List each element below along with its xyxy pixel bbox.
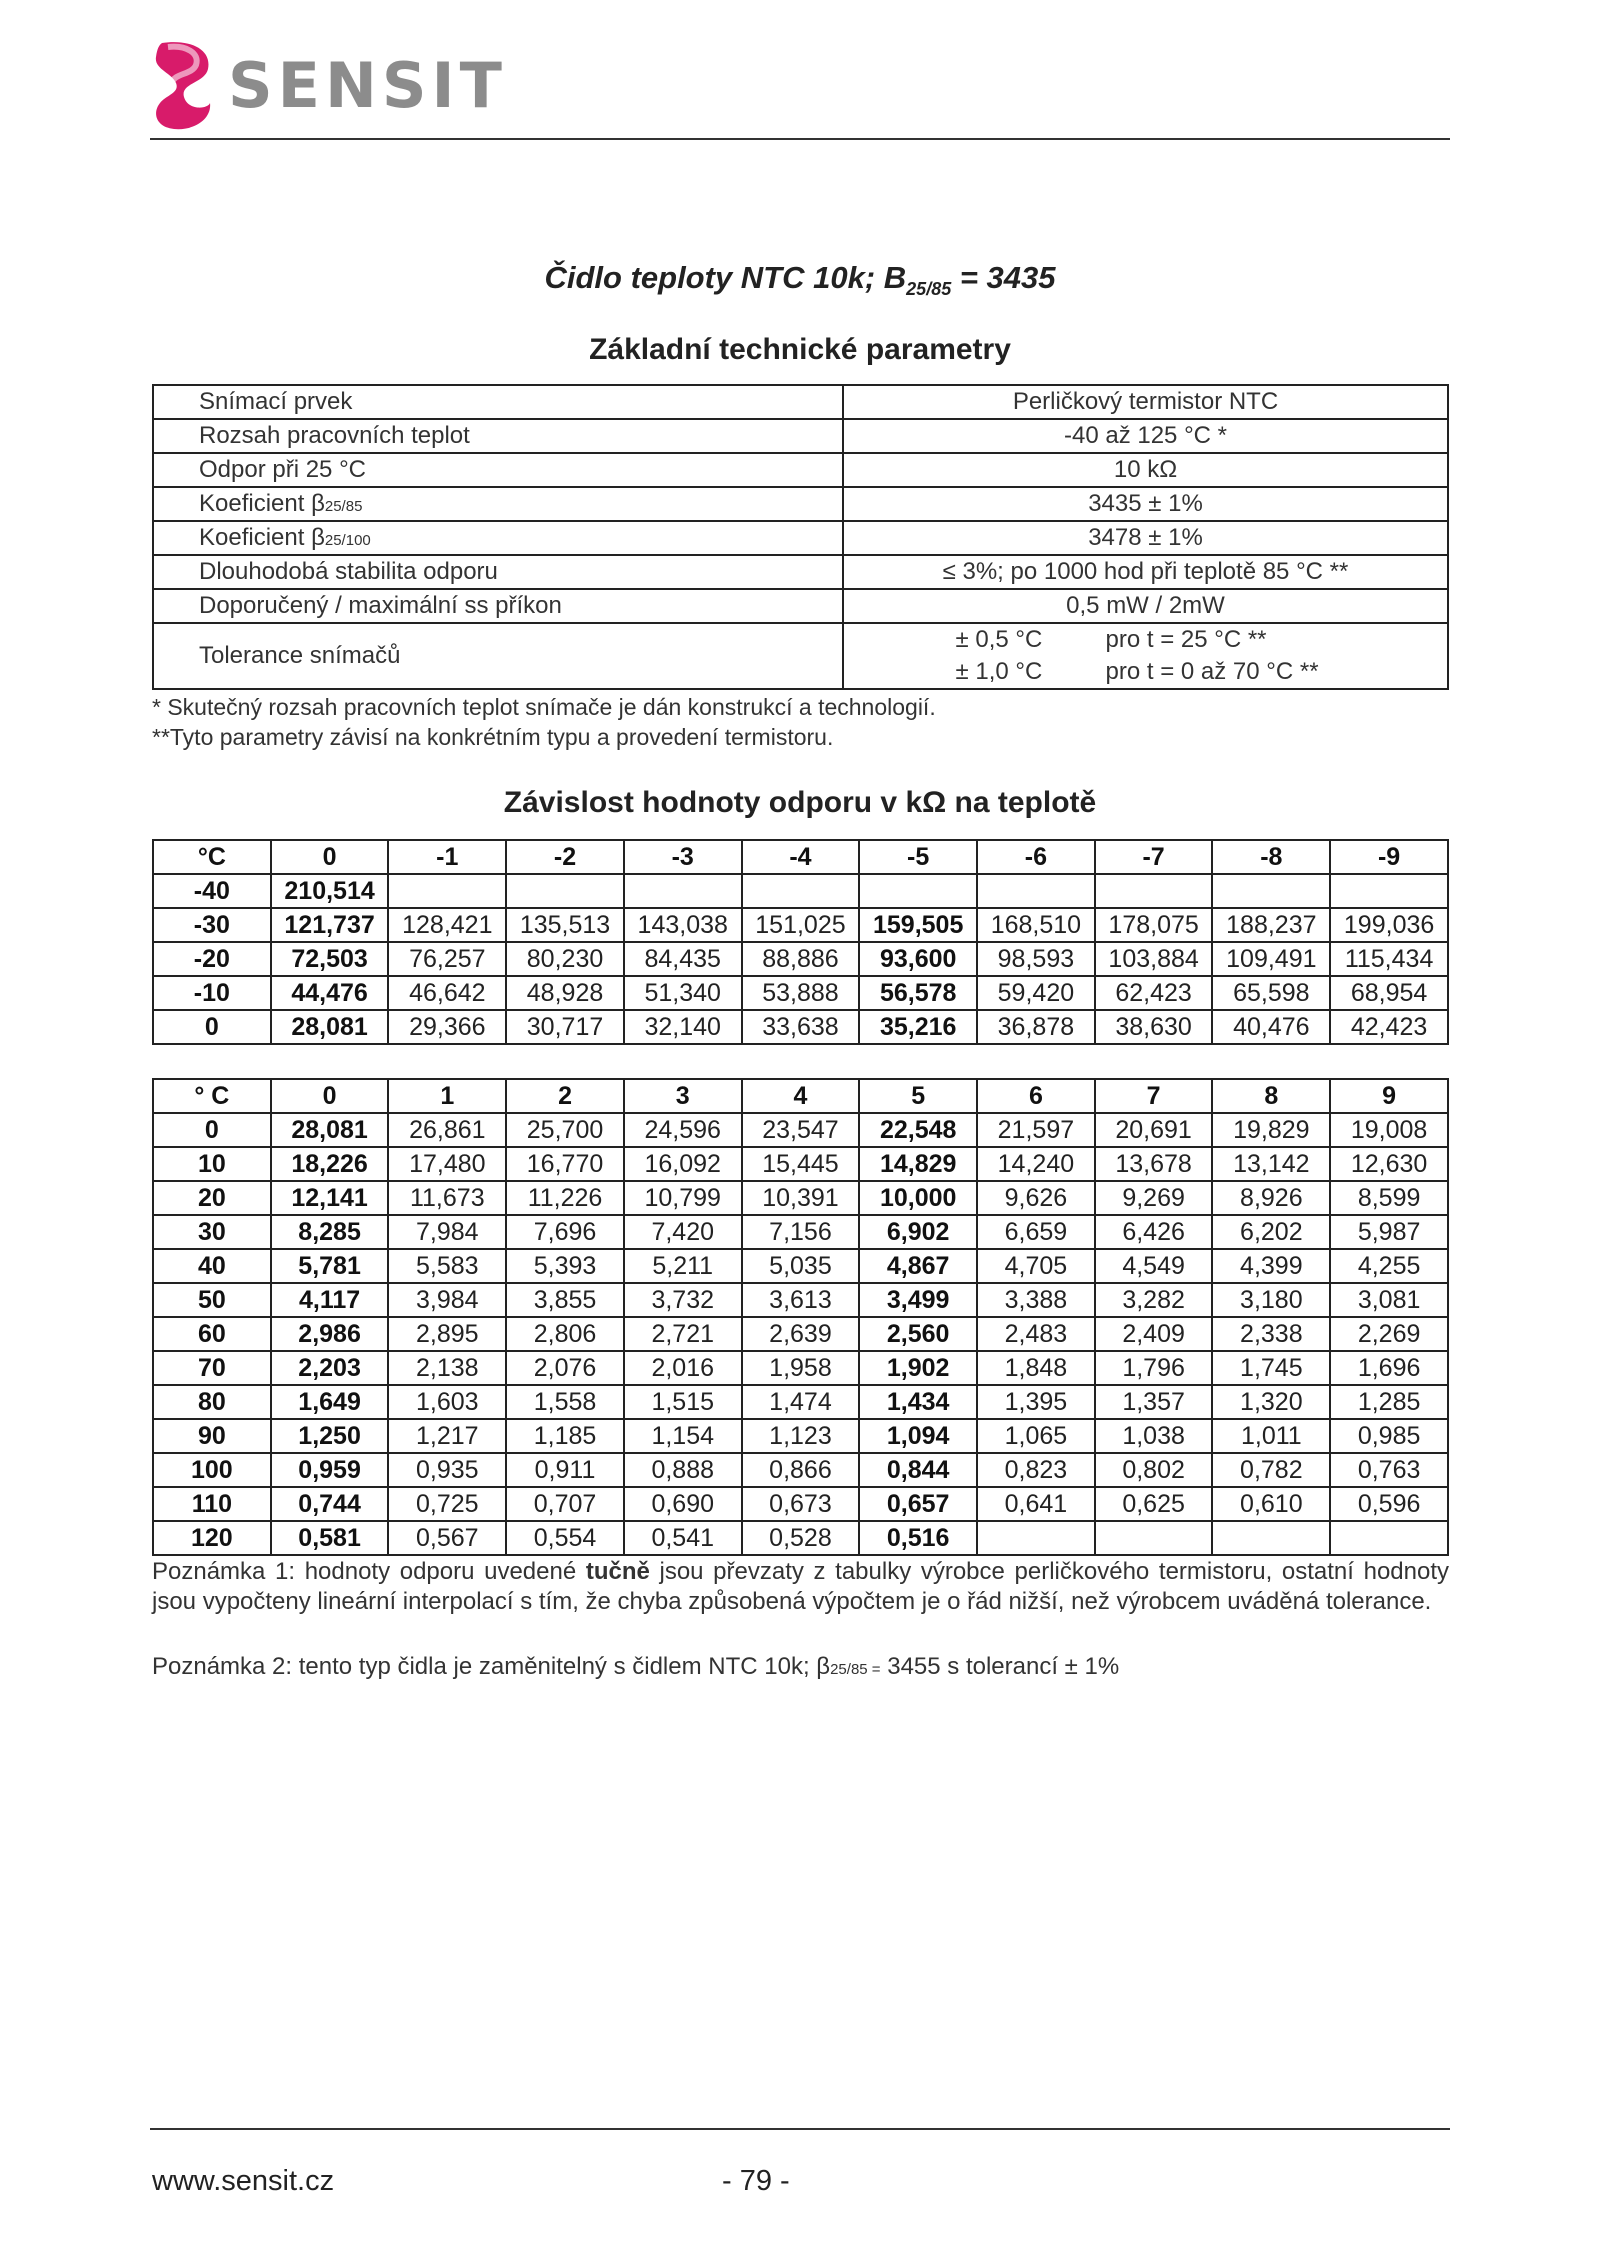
table-cell: 1,515 (624, 1385, 742, 1419)
table-cell: 1,038 (1095, 1419, 1213, 1453)
table-cell: 0,744 (271, 1487, 389, 1521)
table-row (153, 1419, 1448, 1453)
table-cell: 5,393 (506, 1249, 624, 1283)
param-key: Dlouhodobá stabilita odporu (153, 555, 843, 589)
table-cell: 1,123 (742, 1419, 860, 1453)
table-cell: 0,782 (1212, 1453, 1330, 1487)
param-value: Perličkový termistor NTC (843, 385, 1448, 419)
table-cell: 0,802 (1095, 1453, 1213, 1487)
table-cell: 76,257 (388, 942, 506, 976)
tolerance-line: ± 1,0 °C pro t = 0 až 70 °C ** (955, 658, 1319, 685)
column-header: 0 (271, 840, 389, 874)
table-cell: 15,445 (742, 1147, 860, 1181)
row-header: 30 (153, 1215, 271, 1249)
table-cell: 0,888 (624, 1453, 742, 1487)
table-cell: 4,255 (1330, 1249, 1448, 1283)
footer-divider (150, 2128, 1450, 2130)
param-key: Tolerance snímačů (153, 623, 843, 689)
table-cell: 84,435 (624, 942, 742, 976)
param-key: Snímací prvek (153, 385, 843, 419)
param-key: Koeficient β25/100 (153, 521, 843, 555)
table-cell: 4,399 (1212, 1249, 1330, 1283)
column-header: 5 (859, 1079, 977, 1113)
column-header: -5 (859, 840, 977, 874)
table-cell: 80,230 (506, 942, 624, 976)
table-cell: 3,613 (742, 1283, 860, 1317)
table-cell: 1,395 (977, 1385, 1095, 1419)
table-cell (859, 874, 977, 908)
table-cell: 2,409 (1095, 1317, 1213, 1351)
table-cell: 17,480 (388, 1147, 506, 1181)
table-cell: 0,673 (742, 1487, 860, 1521)
table-cell: 0,707 (506, 1487, 624, 1521)
resistance-table-positive (152, 1078, 1449, 1556)
table-cell: 0,541 (624, 1521, 742, 1555)
table-cell: 29,366 (388, 1010, 506, 1044)
table-cell: 10,391 (742, 1181, 860, 1215)
table-header-row (153, 1079, 1448, 1113)
table-cell: 5,583 (388, 1249, 506, 1283)
row-header: -40 (153, 874, 271, 908)
column-header: -6 (977, 840, 1095, 874)
table-cell: 13,678 (1095, 1147, 1213, 1181)
table-cell: 1,848 (977, 1351, 1095, 1385)
table-cell: 2,269 (1330, 1317, 1448, 1351)
table-cell: 40,476 (1212, 1010, 1330, 1044)
table-cell: 2,806 (506, 1317, 624, 1351)
table-cell: 0,866 (742, 1453, 860, 1487)
table-cell: 2,203 (271, 1351, 389, 1385)
table-cell: 128,421 (388, 908, 506, 942)
table-cell (1212, 1521, 1330, 1555)
table-cell: 1,357 (1095, 1385, 1213, 1419)
table-cell: 98,593 (977, 942, 1095, 976)
table-cell (1095, 874, 1213, 908)
table-cell (624, 874, 742, 908)
table-cell: 6,202 (1212, 1215, 1330, 1249)
table-cell: 109,491 (1212, 942, 1330, 976)
table-cell (506, 874, 624, 908)
param-key: Doporučený / maximální ss příkon (153, 589, 843, 623)
table-row (153, 1283, 1448, 1317)
table-cell: 13,142 (1212, 1147, 1330, 1181)
param-value: 0,5 mW / 2mW (843, 589, 1448, 623)
header-divider (150, 138, 1450, 140)
table-cell: 5,987 (1330, 1215, 1448, 1249)
table-cell: 56,578 (859, 976, 977, 1010)
table-cell: 0,763 (1330, 1453, 1448, 1487)
resistance-title: Závislost hodnoty odporu v kΩ na teplotě (503, 786, 1097, 819)
table-cell: 1,603 (388, 1385, 506, 1419)
table-cell: 10,000 (859, 1181, 977, 1215)
table-cell: 9,269 (1095, 1181, 1213, 1215)
param-key: Koeficient β25/85 (153, 487, 843, 521)
column-header: 2 (506, 1079, 624, 1113)
table-cell: 1,011 (1212, 1419, 1330, 1453)
table-cell: 0,844 (859, 1453, 977, 1487)
table-cell: 7,420 (624, 1215, 742, 1249)
table-cell: 7,984 (388, 1215, 506, 1249)
table-cell (388, 874, 506, 908)
row-header: 10 (153, 1147, 271, 1181)
param-value (843, 623, 1448, 689)
table-cell: 7,696 (506, 1215, 624, 1249)
table-cell: 6,902 (859, 1215, 977, 1249)
table-cell: 65,598 (1212, 976, 1330, 1010)
page-title: Čidlo teploty NTC 10k; $B_{25/85} = 3435$ (544, 260, 1056, 300)
row-header: 70 (153, 1351, 271, 1385)
footnote-2: **Tyto parametry závisí na konkrétním typu a provedení termistoru. (152, 724, 834, 750)
param-row (153, 521, 1448, 555)
param-row (153, 487, 1448, 521)
table-cell: 199,036 (1330, 908, 1448, 942)
table-cell: 3,732 (624, 1283, 742, 1317)
table-cell: 32,140 (624, 1010, 742, 1044)
row-header: 120 (153, 1521, 271, 1555)
table-cell: 151,025 (742, 908, 860, 942)
table-cell: 0,690 (624, 1487, 742, 1521)
table-cell: 3,081 (1330, 1283, 1448, 1317)
table-cell: 14,240 (977, 1147, 1095, 1181)
param-key: Odpor při 25 °C (153, 453, 843, 487)
params-title: Základní technické parametry (589, 333, 1011, 366)
table-cell: 115,434 (1330, 942, 1448, 976)
column-header: -7 (1095, 840, 1213, 874)
table-cell: 35,216 (859, 1010, 977, 1044)
table-cell (1095, 1521, 1213, 1555)
table-cell: 103,884 (1095, 942, 1213, 976)
param-row (153, 385, 1448, 419)
table-cell: 2,483 (977, 1317, 1095, 1351)
table-cell: 0,935 (388, 1453, 506, 1487)
params-table (152, 384, 1449, 690)
table-cell: 24,596 (624, 1113, 742, 1147)
table-cell: 5,211 (624, 1249, 742, 1283)
table-cell (1212, 874, 1330, 908)
footer-page-number: - 79 - (722, 2165, 790, 2197)
table-cell: 59,420 (977, 976, 1095, 1010)
table-row (153, 1181, 1448, 1215)
param-value: -40 až 125 °C * (843, 419, 1448, 453)
table-cell: 7,156 (742, 1215, 860, 1249)
param-key: Rozsah pracovních teplot (153, 419, 843, 453)
table-cell: 1,320 (1212, 1385, 1330, 1419)
table-cell: 23,547 (742, 1113, 860, 1147)
corner-header: ° C (153, 1079, 271, 1113)
row-header: 80 (153, 1385, 271, 1419)
table-cell: 1,434 (859, 1385, 977, 1419)
table-cell: 188,237 (1212, 908, 1330, 942)
table-cell: 5,035 (742, 1249, 860, 1283)
sensit-logo (150, 40, 507, 130)
column-header: 4 (742, 1079, 860, 1113)
table-cell: 3,388 (977, 1283, 1095, 1317)
table-cell (1330, 874, 1448, 908)
table-cell: 62,423 (1095, 976, 1213, 1010)
param-value: ≤ 3%; po 1000 hod při teplotě 85 °C ** (843, 555, 1448, 589)
table-cell: 1,065 (977, 1419, 1095, 1453)
table-cell: 1,154 (624, 1419, 742, 1453)
row-header: 60 (153, 1317, 271, 1351)
table-cell: 44,476 (271, 976, 389, 1010)
row-header: 20 (153, 1181, 271, 1215)
table-cell: 12,630 (1330, 1147, 1448, 1181)
table-cell (977, 874, 1095, 908)
table-cell: 1,250 (271, 1419, 389, 1453)
logo-text: SENSIT (228, 48, 507, 122)
table-cell: 8,285 (271, 1215, 389, 1249)
table-cell: 159,505 (859, 908, 977, 942)
table-cell: 1,696 (1330, 1351, 1448, 1385)
param-row (153, 555, 1448, 589)
table-cell: 5,781 (271, 1249, 389, 1283)
table-cell: 51,340 (624, 976, 742, 1010)
table-cell: 3,984 (388, 1283, 506, 1317)
table-cell: 0,725 (388, 1487, 506, 1521)
param-row-tolerance (153, 623, 1448, 689)
table-cell: 53,888 (742, 976, 860, 1010)
table-row (153, 1215, 1448, 1249)
table-cell: 0,625 (1095, 1487, 1213, 1521)
table-cell: 93,600 (859, 942, 977, 976)
table-cell: 33,638 (742, 1010, 860, 1044)
table-row (153, 874, 1448, 908)
table-cell: 36,878 (977, 1010, 1095, 1044)
column-header: -2 (506, 840, 624, 874)
table-row (153, 1249, 1448, 1283)
table-cell: 0,567 (388, 1521, 506, 1555)
row-header: 40 (153, 1249, 271, 1283)
table-cell: 28,081 (271, 1010, 389, 1044)
corner-header: °C (153, 840, 271, 874)
table-cell: 25,700 (506, 1113, 624, 1147)
table-row (153, 1010, 1448, 1044)
table-row (153, 1147, 1448, 1181)
table-cell: 11,226 (506, 1181, 624, 1215)
table-cell: 1,094 (859, 1419, 977, 1453)
row-header: -30 (153, 908, 271, 942)
table-cell: 178,075 (1095, 908, 1213, 942)
table-cell (977, 1521, 1095, 1555)
table-cell: 68,954 (1330, 976, 1448, 1010)
row-header: 0 (153, 1113, 271, 1147)
table-cell: 9,626 (977, 1181, 1095, 1215)
column-header: 0 (271, 1079, 389, 1113)
table-cell: 38,630 (1095, 1010, 1213, 1044)
table-cell: 0,610 (1212, 1487, 1330, 1521)
table-cell (742, 874, 860, 908)
table-cell: 2,560 (859, 1317, 977, 1351)
table-cell: 3,180 (1212, 1283, 1330, 1317)
footer-website: www.sensit.cz (152, 2165, 335, 2197)
table-cell: 2,016 (624, 1351, 742, 1385)
table-row (153, 908, 1448, 942)
table-cell: 1,558 (506, 1385, 624, 1419)
table-cell: 0,596 (1330, 1487, 1448, 1521)
table-cell: 26,861 (388, 1113, 506, 1147)
param-row (153, 453, 1448, 487)
table-cell: 72,503 (271, 942, 389, 976)
table-row (153, 1521, 1448, 1555)
row-header: 0 (153, 1010, 271, 1044)
table-cell: 1,474 (742, 1385, 860, 1419)
table-cell: 143,038 (624, 908, 742, 942)
table-cell: 2,986 (271, 1317, 389, 1351)
table-cell: 121,737 (271, 908, 389, 942)
table-cell: 19,008 (1330, 1113, 1448, 1147)
column-header: -1 (388, 840, 506, 874)
table-cell: 8,599 (1330, 1181, 1448, 1215)
table-cell: 6,426 (1095, 1215, 1213, 1249)
table-cell: 48,928 (506, 976, 624, 1010)
table-cell: 4,867 (859, 1249, 977, 1283)
table-cell: 2,721 (624, 1317, 742, 1351)
table-cell: 135,513 (506, 908, 624, 942)
table-cell: 0,516 (859, 1521, 977, 1555)
table-cell: 2,138 (388, 1351, 506, 1385)
table-cell: 1,796 (1095, 1351, 1213, 1385)
table-cell: 28,081 (271, 1113, 389, 1147)
table-row (153, 1487, 1448, 1521)
column-header: 6 (977, 1079, 1095, 1113)
table-cell: 3,499 (859, 1283, 977, 1317)
note-1: Poznámka 1: hodnoty odporu uvedené tučně jsou převzaty z tabulky výrobce perličkového termistoru, ostatní hodnoty jsou vypočteny lineární interpolací s tím, že chyba způsobená výpočtem je o řád nižší, než výrobcem uváděná tolerance. (152, 1558, 1449, 1615)
table-row (153, 1453, 1448, 1487)
row-header: 90 (153, 1419, 271, 1453)
table-cell: 2,639 (742, 1317, 860, 1351)
sensit-logo-icon (150, 39, 220, 131)
table-cell: 18,226 (271, 1147, 389, 1181)
table-cell: 16,092 (624, 1147, 742, 1181)
table-cell: 0,528 (742, 1521, 860, 1555)
table-cell: 1,285 (1330, 1385, 1448, 1419)
table-cell: 8,926 (1212, 1181, 1330, 1215)
table-cell: 0,554 (506, 1521, 624, 1555)
table-cell: 2,076 (506, 1351, 624, 1385)
resistance-table-negative (152, 839, 1449, 1045)
table-cell: 20,691 (1095, 1113, 1213, 1147)
table-row (153, 1113, 1448, 1147)
row-header: -10 (153, 976, 271, 1010)
column-header: 1 (388, 1079, 506, 1113)
table-row (153, 1317, 1448, 1351)
row-header: -20 (153, 942, 271, 976)
row-header: 100 (153, 1453, 271, 1487)
table-row (153, 942, 1448, 976)
column-header: 9 (1330, 1079, 1448, 1113)
column-header: 8 (1212, 1079, 1330, 1113)
table-cell: 0,581 (271, 1521, 389, 1555)
param-value: 3435 ± 1% (843, 487, 1448, 521)
table-cell: 46,642 (388, 976, 506, 1010)
table-row (153, 976, 1448, 1010)
table-cell: 1,745 (1212, 1351, 1330, 1385)
table-cell: 4,705 (977, 1249, 1095, 1283)
table-cell: 0,985 (1330, 1419, 1448, 1453)
note-2: Poznámka 2: tento typ čidla je zaměnitelný s čidlem NTC 10k; β25/85 = 3455 s tolerancí ± 1% (152, 1653, 1120, 1680)
param-value: 3478 ± 1% (843, 521, 1448, 555)
param-row (153, 419, 1448, 453)
table-cell: 0,657 (859, 1487, 977, 1521)
table-cell (1330, 1521, 1448, 1555)
table-cell: 14,829 (859, 1147, 977, 1181)
table-cell: 0,823 (977, 1453, 1095, 1487)
table-cell: 1,902 (859, 1351, 977, 1385)
table-cell: 0,911 (506, 1453, 624, 1487)
table-header-row (153, 840, 1448, 874)
table-cell: 6,659 (977, 1215, 1095, 1249)
table-cell: 0,959 (271, 1453, 389, 1487)
table-row (153, 1351, 1448, 1385)
footnote-1: * Skutečný rozsah pracovních teplot snímače je dán konstrukcí a technologií. (152, 694, 936, 720)
table-cell: 88,886 (742, 942, 860, 976)
table-cell: 42,423 (1330, 1010, 1448, 1044)
table-cell: 4,117 (271, 1283, 389, 1317)
column-header: -8 (1212, 840, 1330, 874)
table-cell: 210,514 (271, 874, 389, 908)
column-header: -3 (624, 840, 742, 874)
table-cell: 12,141 (271, 1181, 389, 1215)
table-cell: 30,717 (506, 1010, 624, 1044)
table-cell: 4,549 (1095, 1249, 1213, 1283)
row-header: 50 (153, 1283, 271, 1317)
param-value: 10 kΩ (843, 453, 1448, 487)
table-cell: 1,958 (742, 1351, 860, 1385)
table-cell: 16,770 (506, 1147, 624, 1181)
table-cell: 22,548 (859, 1113, 977, 1147)
table-cell: 21,597 (977, 1113, 1095, 1147)
table-cell: 168,510 (977, 908, 1095, 942)
table-cell: 1,649 (271, 1385, 389, 1419)
column-header: 3 (624, 1079, 742, 1113)
table-cell: 3,855 (506, 1283, 624, 1317)
table-cell: 1,185 (506, 1419, 624, 1453)
column-header: 7 (1095, 1079, 1213, 1113)
table-row (153, 1385, 1448, 1419)
table-cell: 1,217 (388, 1419, 506, 1453)
table-cell: 3,282 (1095, 1283, 1213, 1317)
table-cell: 10,799 (624, 1181, 742, 1215)
table-cell: 11,673 (388, 1181, 506, 1215)
table-cell: 2,895 (388, 1317, 506, 1351)
table-cell: 19,829 (1212, 1113, 1330, 1147)
column-header: -9 (1330, 840, 1448, 874)
column-header: -4 (742, 840, 860, 874)
table-cell: 0,641 (977, 1487, 1095, 1521)
row-header: 110 (153, 1487, 271, 1521)
param-row (153, 589, 1448, 623)
tolerance-line: ± 0,5 °C pro t = 25 °C ** (955, 626, 1267, 653)
table-cell: 2,338 (1212, 1317, 1330, 1351)
